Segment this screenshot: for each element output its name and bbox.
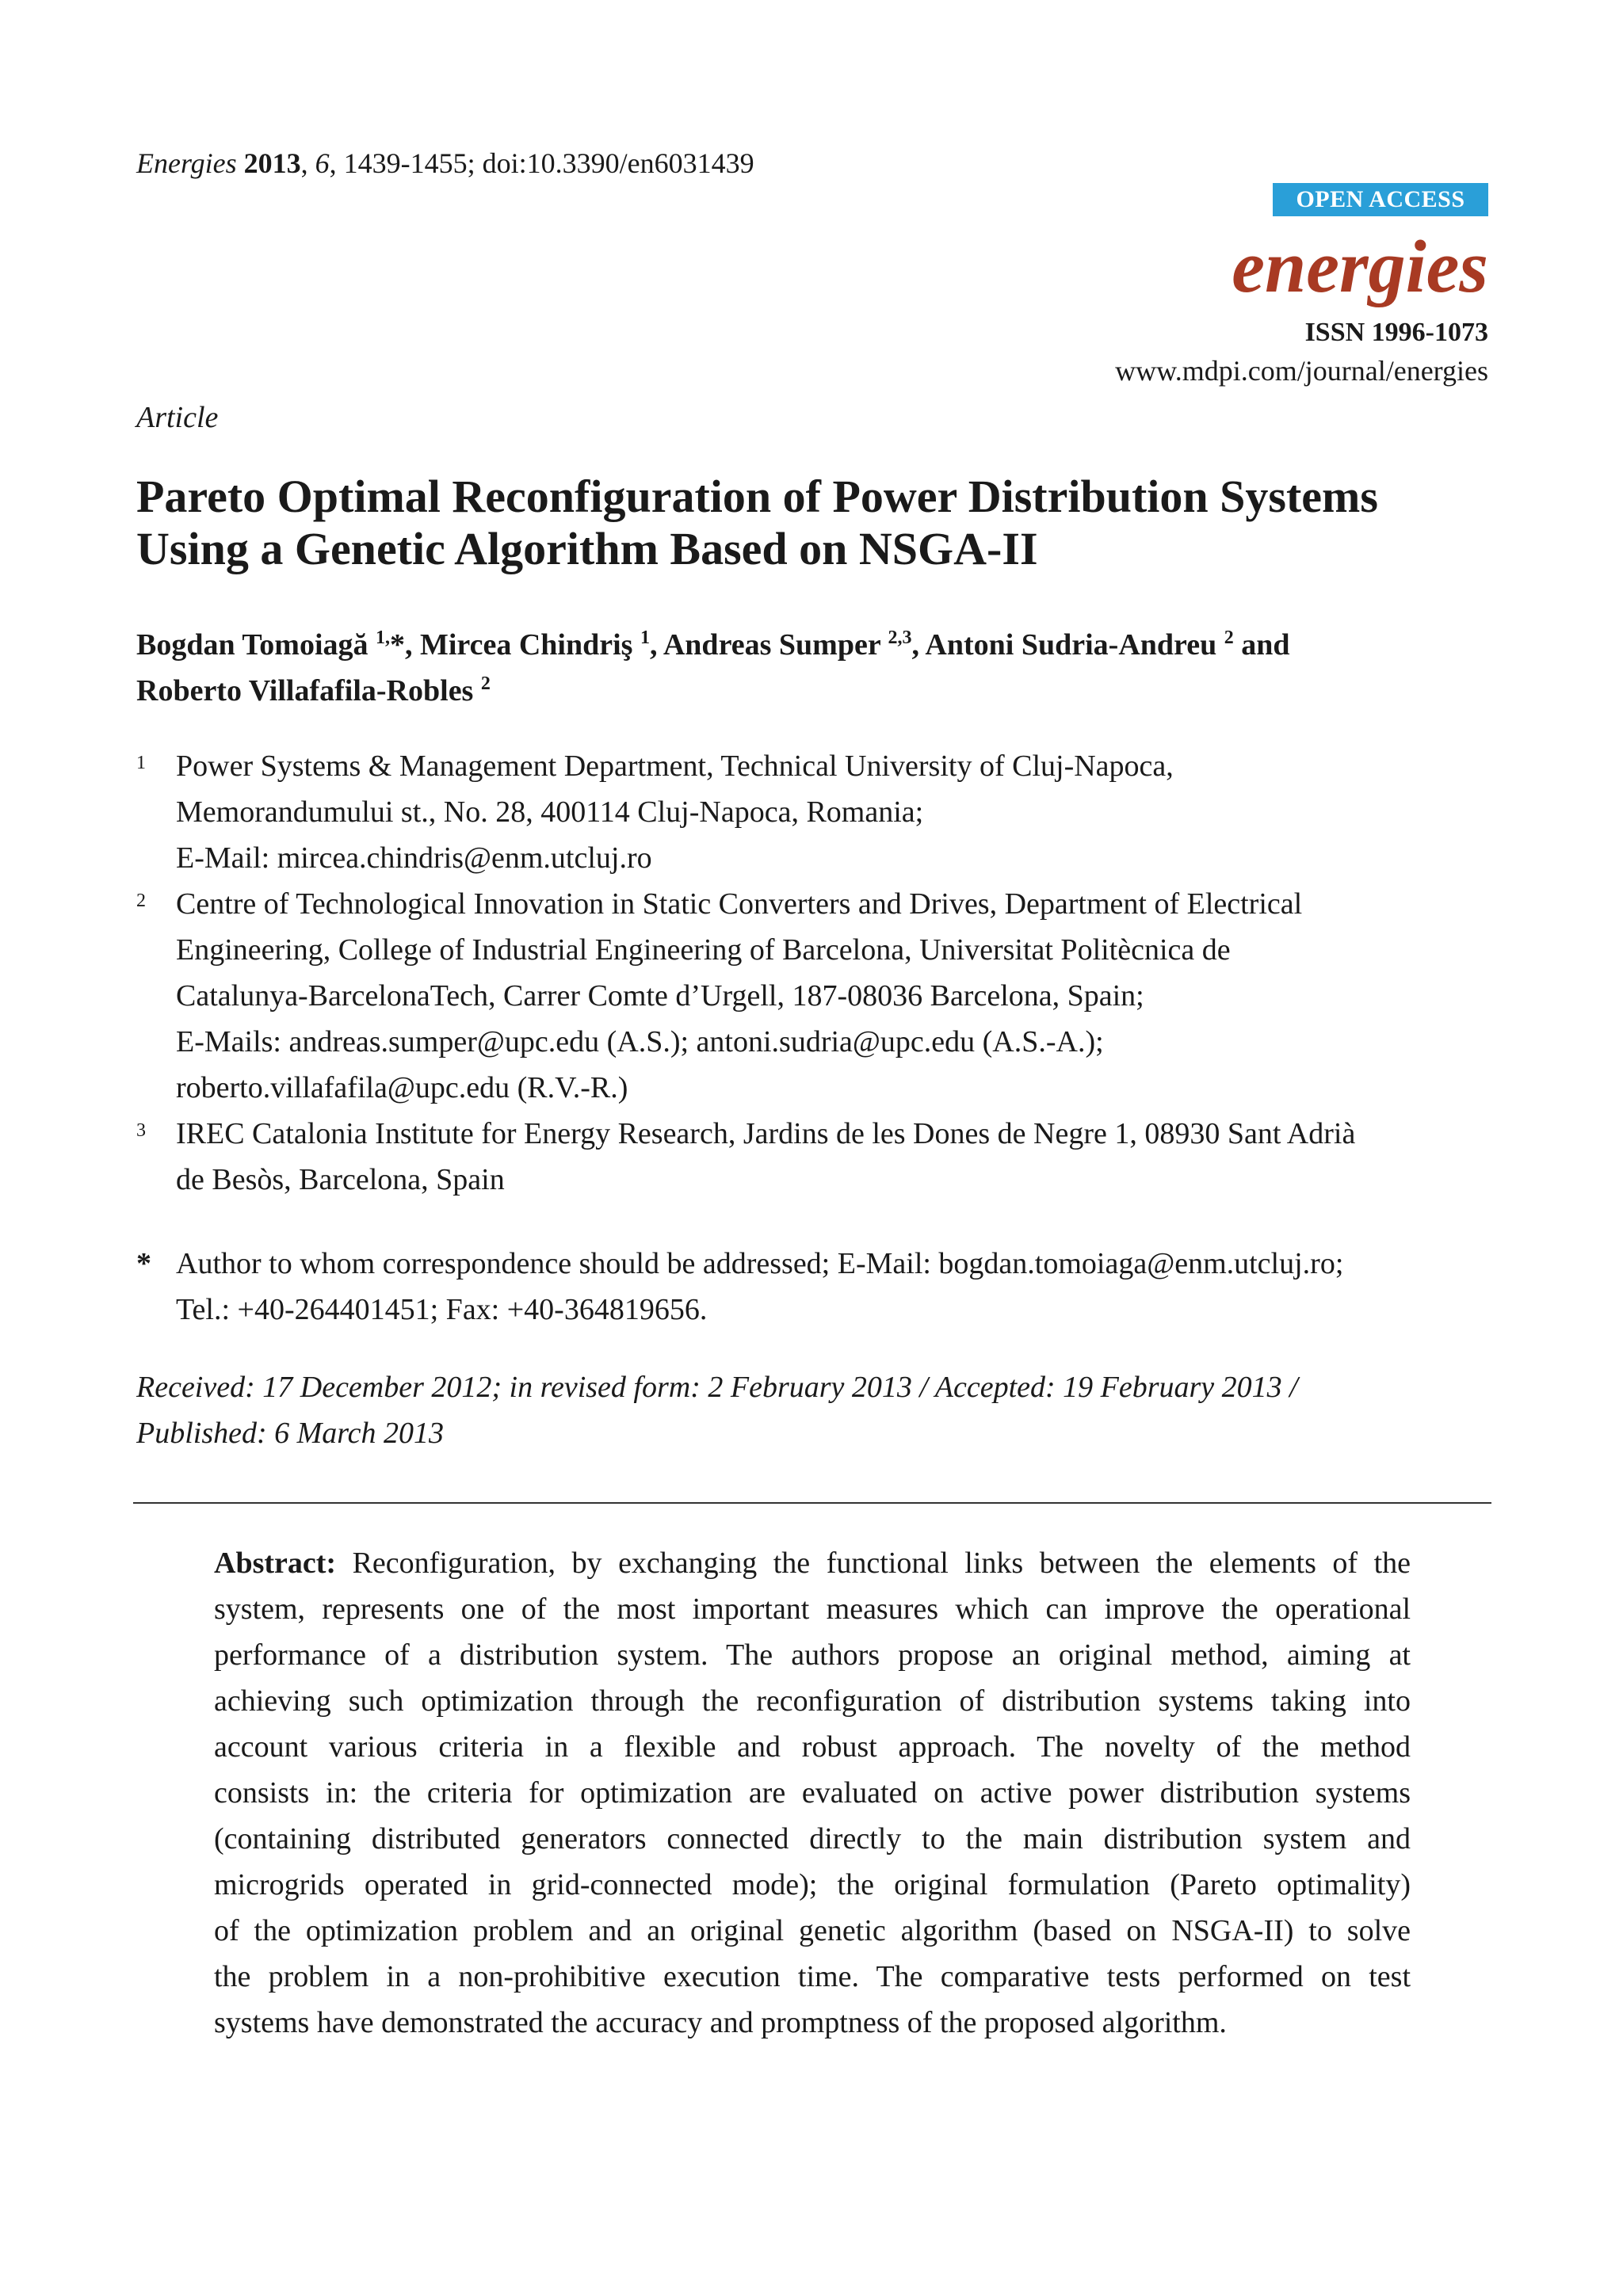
abstract-text: Reconfiguration, by exchanging the functional links between the elements of the — [336, 1547, 1411, 1580]
author-line — [136, 622, 1499, 668]
affiliation-line: de Besòs, Barcelona, Spain — [176, 1163, 505, 1196]
abstract-label: Abstract: — [214, 1547, 337, 1580]
open-access-badge: OPEN ACCESS — [1273, 183, 1488, 216]
abstract-line: consists in: the criteria for optimization are evaluated on active power distribution systems — [214, 1776, 1411, 1810]
author-affil-sup: 1 — [640, 627, 650, 648]
affiliation-2 — [136, 881, 1499, 1111]
abstract-line: microgrids operated in grid-connected mode); the original formulation (Pareto optimality) — [214, 1868, 1411, 1901]
correspondence-note — [136, 1241, 1499, 1333]
citation-pages-doi: , 1439-1455; doi:10.3390/en6031439 — [329, 147, 754, 179]
affiliation-3 — [136, 1111, 1499, 1203]
author-affil-sup: 2,3 — [888, 627, 912, 648]
dates-line: Published: 6 March 2013 — [136, 1417, 445, 1450]
affiliation-number: 3 — [136, 1120, 146, 1141]
author-name: and — [1233, 628, 1290, 662]
author-affil-sup: 1, — [376, 627, 390, 648]
abstract-line — [214, 1540, 1411, 1586]
affiliation-line: Power Systems & Management Department, Technical University of Cluj-Napoca, — [176, 749, 1174, 783]
abstract-line: achieving such optimization through the reconfiguration of distribution systems taking into — [214, 1684, 1411, 1718]
author-affil-sup: 2 — [480, 673, 491, 694]
affiliation-line: Memorandumului st., No. 28, 400114 Cluj-Napoca, Romania; — [176, 795, 924, 829]
article-type: Article — [136, 401, 219, 434]
author-name: Roberto Villafafila-Robles — [136, 674, 481, 707]
abstract-line: (containing distributed generators connected directly to the main distribution system and — [214, 1822, 1411, 1855]
dates-line: Received: 17 December 2012; in revised form: 2 February 2013 / Accepted: 19 February 2013 / — [136, 1371, 1298, 1404]
author-list — [136, 622, 1499, 714]
journal-logo: energies — [1232, 226, 1488, 308]
affiliation-number: 2 — [136, 891, 146, 911]
abstract-line: account various criteria in a flexible and robust approach. The novelty of the method — [214, 1730, 1411, 1764]
abstract-line: system, represents one of the most important measures which can improve the operational — [214, 1592, 1411, 1626]
affiliation-line: Centre of Technological Innovation in Static Converters and Drives, Department of Electrical — [176, 887, 1303, 921]
abstract-line: of the optimization problem and an original genetic algorithm (based on NSGA-II) to solve — [214, 1914, 1411, 1947]
affiliation-line: Catalunya-BarcelonaTech, Carrer Comte d’Urgell, 187-08036 Barcelona, Spain; — [176, 979, 1144, 1013]
abstract-line: performance of a distribution system. The authors propose an original method, aiming at — [214, 1638, 1411, 1672]
affiliation-line: IREC Catalonia Institute for Energy Research, Jardins de les Dones de Negre 1, 08930 Sant Adrià — [176, 1117, 1356, 1150]
author-name: , Andreas Sumper — [649, 628, 888, 662]
abstract — [214, 1540, 1411, 2046]
issn: ISSN 1996-1073 — [1304, 318, 1488, 347]
journal-name: Energies — [136, 147, 237, 179]
affiliation-line: Engineering, College of Industrial Engineering of Barcelona, Universitat Politècnica de — [176, 933, 1231, 967]
title-line: Using a Genetic Algorithm Based on NSGA-II — [136, 523, 1038, 574]
affiliation-1 — [136, 743, 1499, 881]
author-name: *, Mircea Chindriş — [390, 628, 640, 662]
author-name: Bogdan Tomoiagă — [136, 628, 376, 662]
abstract-line: the problem in a non-prohibitive execution time. The comparative tests performed on test — [214, 1960, 1411, 1993]
author-name: , Antoni Sudria-Andreu — [911, 628, 1224, 662]
citation-year: 2013 — [243, 147, 301, 179]
correspondence-line: Tel.: +40-264401451; Fax: +40-364819656. — [176, 1293, 708, 1326]
affiliation-number: 1 — [136, 753, 146, 773]
title-line: Pareto Optimal Reconfiguration of Power Distribution Systems — [136, 471, 1378, 522]
correspondence-marker: * — [136, 1247, 151, 1280]
affiliation-line[interactable]: roberto.villafafila@upc.edu (R.V.-R.) — [176, 1071, 628, 1104]
citation-volume: 6 — [315, 147, 330, 179]
author-affil-sup: 2 — [1224, 627, 1234, 648]
affiliation-line[interactable]: E-Mails: andreas.sumper@upc.edu (A.S.); antoni.sudria@upc.edu (A.S.-A.); — [176, 1025, 1104, 1058]
journal-url[interactable]: www.mdpi.com/journal/energies — [1115, 355, 1488, 387]
publication-dates — [136, 1364, 1499, 1456]
paper-title — [136, 471, 1491, 575]
section-divider — [133, 1502, 1491, 1504]
affiliation-line[interactable]: E-Mail: mircea.chindris@enm.utcluj.ro — [176, 841, 652, 875]
correspondence-line[interactable]: Author to whom correspondence should be addressed; E-Mail: bogdan.tomoiaga@enm.utcluj.ro; — [176, 1247, 1344, 1280]
author-line — [136, 668, 1499, 714]
citation-line: Energies 2013, 6, 1439-1455; doi:10.3390/en6031439 — [136, 147, 754, 179]
abstract-line: systems have demonstrated the accuracy and promptness of the proposed algorithm. — [214, 2006, 1227, 2039]
